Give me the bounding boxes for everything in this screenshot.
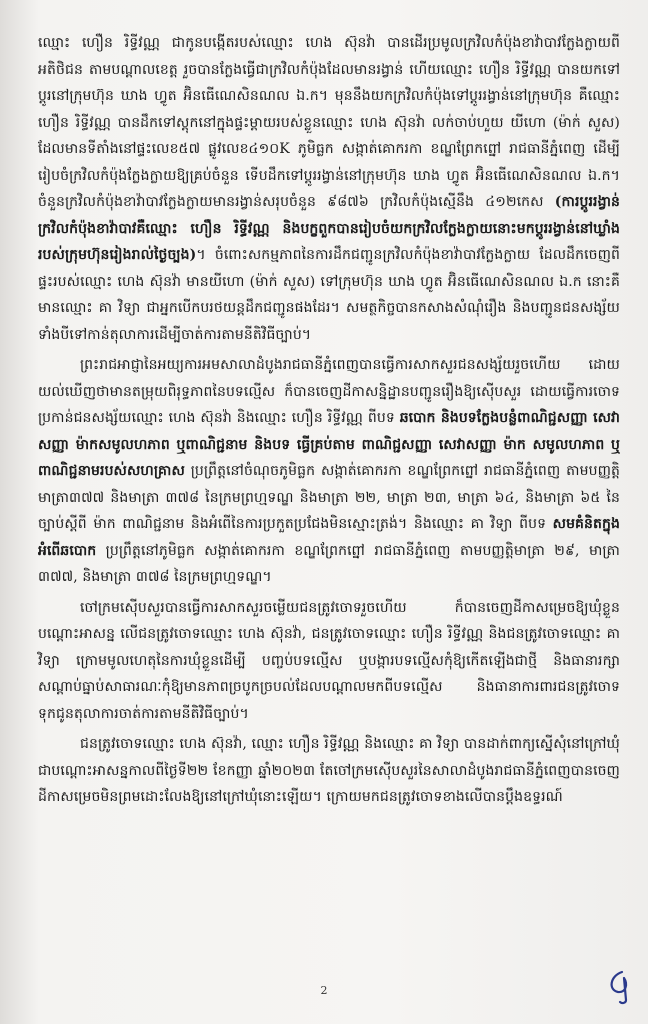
paragraph-2-charges: ឆបោក និងបទក្លែងបន្លំពាណិជ្ជសញ្ញា សេវាសញ្ញា ម៉ាកសមូលហភាព ឬពាណិជ្ជនាម និងបទ ធ្វើគ្រប់តាម ពាណិជ្ជសញ្ញា សេវាសញ្ញា ម៉ាក សមូលហភាព ឬពាណិជ្ជនាមរបស់សហគ្រាស (38, 410, 620, 479)
paragraph-2-text-cont: ប្រព្រឹត្តនៅចំណុចភូមិធ្លក សង្កាត់គោករកា ខណ្ឌព្រែកព្នៅ រាជធានីភ្នំពេញ តាមបញ្ញត្តិ មាត្រា៣៧៧ និងមាត្រា ៣៧៨ នៃក្រមព្រហ្មទណ្ឌ និងមាត្រា ២២, មាត្រា ២៣, មាត្រា ៦៤, និងមាត្រា ៦៥ នៃច្បាប់ស្ដីពី ម៉ាក ពាណិជ្ជនាម និងអំពើនៃការប្រកួតប្រជែងមិនស្មោះត្រង់។ និងឈ្មោះ គា វិទ្យា ពីបទ (38, 463, 620, 532)
paragraph-1-bold-note: (ការប្ដូររង្វាន់ក្រវិលកំប៉ុងខាវ៉ាបាវគឺឈ្មោះ ហឿន រិទ្ធីវណ្ណ និងបក្ខពួកបានរៀបចំយកក្រវិលក្លែងក្លាយនោះមកប្ដូររង្វាន់នៅឃ្លាំងរបស់ក្រុមហ៊ុនរៀងរាល់ថ្ងៃច្បង) (38, 194, 620, 263)
paragraph-3-text: ចៅក្រមស៊ើបសួរបានធ្វើការសាកសួរចម្លើយជនត្រូវចោទរួចហើយ ក៏បានចេញដីកាសម្រេចឱ្យឃុំខ្លួនបណ្ដោះអាសន្ន លើជនត្រូវចោទឈ្មោះ ហេង ស៊ុនវ៉ា, ជនត្រូវចោទឈ្មោះ ហឿន រិទ្ធីវណ្ណ និងជនត្រូវចោទឈ្មោះ គា វិទ្យា ក្រោមមូលហេតុនៃការឃុំខ្លួនដើម្បី បញ្ចប់បទល្មើស ឬបង្ការបទល្មើសកុំឱ្យកើតឡើងជាថ្មី និងធានារក្សាសណ្ដាប់ធ្នាប់សាធារណៈកុំឱ្យមានភាពច្របូកច្របល់ដែលបណ្ដាលមកពីបទល្មើស និងធានាការពារជនត្រូវចោទទុកជូនតុលាការចាត់ការតាមនីតិវិធីច្បាប់។ (38, 599, 620, 722)
paragraph-1-text-cont: ។ ចំពោះសកម្មភាពនៃការដឹកជញ្ជូនក្រវិលកំប៉ុងខាវ៉ាបាវក្លែងក្លាយ ដែលដឹកចេញពីផ្ទះរបស់ឈ្មោះ ហេង ស៊ុនវ៉ា មានយីហោ (ម៉ាក់ សួស) ទៅក្រុមហ៊ុន ឃាង ហ្វូត អ៊ិនធើណេសិនណល ឯ.ក នោះគឺមានឈ្មោះ គា វិទ្យា ជាអ្នកបើកបរថយន្តដឹកជញ្ជូនផងដែរ។ សមត្ថកិច្ចបានកសាងសំណុំរឿង និងបញ្ជូនជនសង្ស័យទាំងបីទៅកាន់តុលាការដើម្បីចាត់ការតាមនីតិវិធីច្បាប់។ (38, 247, 620, 343)
paragraph-2-text-end: ប្រព្រឹត្តនៅភូមិធ្លក សង្កាត់គោករកា ខណ្ឌព្រែកព្នៅ រាជធានីភ្នំពេញ តាមបញ្ញត្តិមាត្រា ២៩, មាត្រា ៣៧៧, និងមាត្រា ៣៧៨ នៃក្រមព្រហ្មទណ្ឌ។ (38, 542, 620, 585)
handwritten-initial-mark (602, 966, 638, 1006)
paragraph-1 (38, 30, 620, 348)
paragraph-2-accomplice-charge: សមគំនិតក្នុងអំពើឆបោក (38, 516, 620, 559)
paragraph-2-text: ព្រះរាជអាជ្ញានៃអយ្យការអមសាលាដំបូងរាជធានីភ្នំពេញបានធ្វើការសាកសួរជនសង្ស័យរួចហើយ ដោយយល់ឃើញថាមានតម្រុយពិរុទ្ធភាពនៃបទល្មើស ក៏បានចេញដីកាសន្និដ្ឋានបញ្ជូនរឿងឱ្យស៊ើបសួរ ដោយធ្វើការចោទប្រកាន់ជនសង្ស័យឈ្មោះ ហេង ស៊ុនវ៉ា និងឈ្មោះ ហឿន រិទ្ធីវណ្ណ ពីបទ (38, 357, 620, 426)
page-number: 2 (320, 984, 328, 997)
paragraph-4 (38, 731, 620, 811)
paragraph-2 (38, 352, 620, 591)
document-body (38, 30, 620, 815)
paragraph-4-text: ជនត្រូវចោទឈ្មោះ ហេង ស៊ុនវ៉ា, ឈ្មោះ ហឿន រិទ្ធីវណ្ណ និងឈ្មោះ គា វិទ្យា បានដាក់ពាក្យស្នើសុំនៅក្រៅឃុំជាបណ្ដោះអាសន្នកាលពីថ្ងៃទី២២ ខែកញ្ញា ឆ្នាំ២០២៣ តែចៅក្រមស៊ើបសួរនៃសាលាដំបូងរាជធានីភ្នំពេញបានចេញដីកាសម្រេចមិនព្រមដោះលែងឱ្យនៅក្រៅឃុំនោះឡើយ។ ក្រោយមកជនត្រូវចោទខាងលើបានប្ដឹងឧទ្ធរណ៍ (38, 736, 620, 805)
paragraph-1-text: ឈ្មោះ ហឿន រិទ្ធីវណ្ណ ជាកូនបង្កើតរបស់ឈ្មោះ ហេង ស៊ុនវ៉ា បានដើរប្រមូលក្រវិលកំប៉ុងខាវ៉ាបាវក្លែងក្លាយពីអតិថិជន តាមបណ្ដាលខេត្ត រួចបានក្លែងធ្វើជាក្រវិលកំប៉ុងដែលមានរង្វាន់ ហើយឈ្មោះ ហឿន រិទ្ធីវណ្ណ បានយកទៅប្ដូរនៅក្រុមហ៊ុន ឃាង ហ្វូត អ៊ិនធើណេសិនណល ឯ.ក។ មុននឹងយកក្រវិលកំប៉ុងទៅប្ដូររង្វាន់នៅក្រុមហ៊ុន គឺឈ្មោះ ហឿន រិទ្ធីវណ្ណ បានដឹកទៅស្តុកនៅក្នុងផ្ទះម្ដាយរបស់ខ្លួនឈ្មោះ ហេង ស៊ុនវ៉ា លក់ចាប់ហួយ យីហោ (ម៉ាក់ សួស) ដែលមានទីតាំងនៅផ្ទះលេខ៥៧ ផ្លូវលេខ៤១០K ភូមិធ្លក សង្កាត់គោករកា ខណ្ឌព្រែកព្នៅ រាជធានីភ្នំពេញ ដើម្បីរៀបចំក្រវិលកំប៉ុងក្លែងក្លាយឱ្យគ្រប់ចំនួន ទើបដឹកទៅប្ដូររង្វាន់នៅក្រុមហ៊ុន ឃាង ហ្វូត អ៊ិនធើណេសិនណល ឯ.ក។ ចំនួនក្រវិលកំប៉ុងខាវ៉ាបាវក្លែងក្លាយមានរង្វាន់សរុបចំនួន ៩៨៧៦ ក្រវិលកំប៉ុងស្មើនឹង ៤១២កេស (38, 35, 620, 210)
paragraph-3 (38, 595, 620, 728)
